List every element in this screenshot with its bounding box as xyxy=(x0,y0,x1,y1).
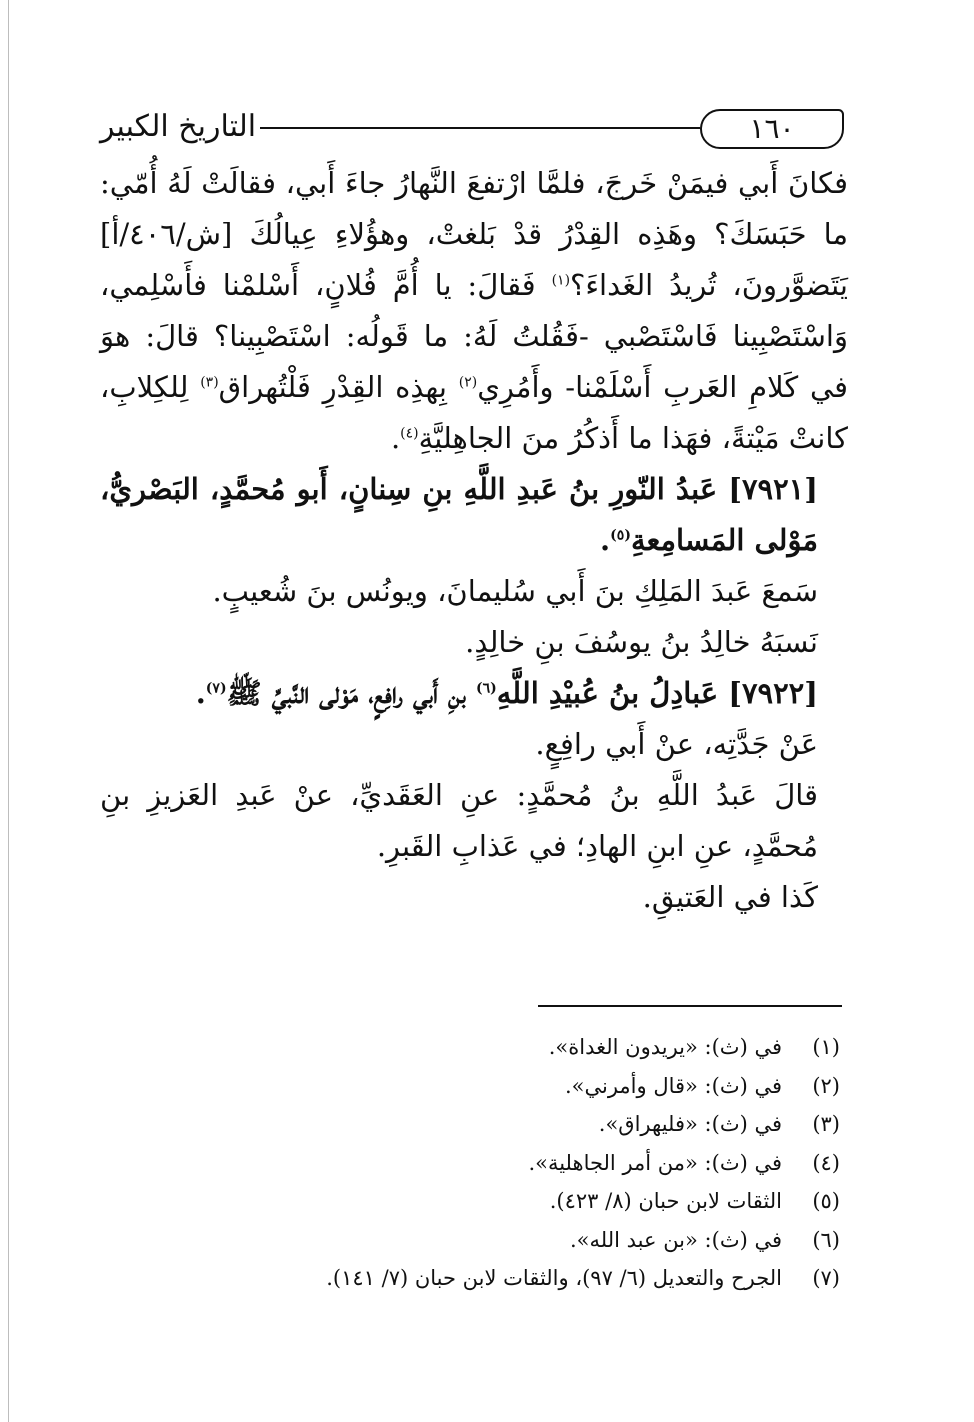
page-number: ١٦٠ xyxy=(700,109,844,149)
footnote-separator xyxy=(538,1005,842,1007)
entry-text: قالَ عَبدُ اللَّهِ بنُ مُحمَّدٍ: عنِ العَقَديِّ، عنْ عَبدِ العَزيزِ بنِ مُحمَّدٍ، عنِ ابنِ الهادِ؛ في عَذابِ القَبرِ. xyxy=(100,778,818,863)
entry-heading-7922: [٧٩٢٢] عَبادِلُ بنُ عُبيْدِ اللَّهِ$^{(٦)}$ بنِ أَبي رافِعٍ، مَوْلى النَّبيِّ ﷺ$^{(٧)}$. xyxy=(195,676,818,710)
entry-heading-7921: [٧٩٢١] عَبدُ النّورِ بنُ عَبدِ اللَّهِ بنِ سِنانٍ، أَبو مُحمَّدٍ، البَصْريُّ، مَوْلى المَسامِعةِ$^{(٥)}$. xyxy=(100,472,818,557)
footnote-text: في (ث): «فليهراق». xyxy=(598,1112,782,1136)
footnote-text: الثقات لابن حبان (٨/ ٤٢٣). xyxy=(549,1189,782,1213)
footnote-ref: (٧) xyxy=(205,680,227,697)
footnote xyxy=(100,1221,840,1260)
footnote-number: (١) xyxy=(812,1035,840,1059)
footnote-text: في (ث): «بن عبد الله». xyxy=(569,1227,782,1252)
text-line: وهَذِه القِدْرُ قدْ بَلغتْ، وهؤُلاءِ عِيالُكَ [ش/٤٠٦/أ] يَتَضوَّرونَ، تُريدُ الغَداءَ؟ xyxy=(100,217,849,302)
entry-text: عَنْ جَدَّتِه، عنْ أَبي رافِعٍ. xyxy=(535,727,818,761)
footnote-ref: (٦) xyxy=(475,680,497,697)
scan-edge-line xyxy=(8,0,9,1422)
footnote-ref: (٣) xyxy=(200,374,219,391)
entry-text: نَسبَهُ خالِدُ بنُ يوسُفَ بنِ خالِدٍ. xyxy=(465,625,818,659)
footnote xyxy=(100,1067,840,1106)
footnote xyxy=(100,1144,840,1183)
footnote-text: في (ث): «قال وأمرني». xyxy=(564,1073,782,1098)
footnote-text: في (ث): «يريدون الغداة». xyxy=(548,1035,782,1059)
footnote-ref: (١) xyxy=(551,272,571,289)
footnote xyxy=(100,1105,840,1144)
footnote-number: (٢) xyxy=(812,1073,840,1098)
entry-text: سَمعَ عَبدَ المَلِكِ بنَ أَبي سُليمانَ، ويونُس بنَ شُعيبٍ. xyxy=(212,574,818,608)
footnote-number: (٦) xyxy=(812,1227,840,1252)
main-text xyxy=(100,158,848,923)
footnote xyxy=(100,1182,840,1221)
text-line: بِهذِه القِدْرِ فَلْتُهراق xyxy=(218,370,459,404)
footnote-text: في (ث): «من أمر الجاهلية». xyxy=(528,1150,782,1175)
footnote-ref: (٤) xyxy=(400,425,419,442)
text-line: لِلكِلابِ، كانتْ مَيْتةً، فهَذا ما أَذكُرُ منَ الجاهِليَّةِ xyxy=(100,370,848,455)
footnote-number: (٥) xyxy=(812,1189,840,1213)
footnote-number: (٣) xyxy=(812,1112,840,1136)
footnote xyxy=(100,1028,840,1067)
book-title: التاريخ الكبير xyxy=(100,109,257,144)
footnote-number: (٧) xyxy=(812,1266,840,1290)
text-line: اسْتَصْبِينا؟ قالَ: هوَ في كَلامِ العَربِ أَسْلَمْنا- وأَمُرِي xyxy=(100,319,848,404)
running-header xyxy=(100,105,850,155)
entry-text: كَذا في العَتيقِ. xyxy=(642,880,818,914)
footnote-text: الجرح والتعديل (٦/ ٩٧)، والثقات لابن حبان (٧/ ١٤١). xyxy=(326,1266,782,1290)
header-rule xyxy=(260,127,700,129)
narrative-paragraph xyxy=(100,158,848,464)
footnote-number: (٤) xyxy=(812,1150,840,1175)
footnote-ref: (٢) xyxy=(458,374,478,391)
text-line: فكانَ أَبي فيمَنْ خَرجَ، فلمَّا ارْتفعَ النَّهارُ جاءَ أَبي، فقالَتْ لَهُ أُمّي: ما حَبَسَكَ؟ xyxy=(100,166,849,251)
footnote-ref: (٥) xyxy=(610,527,631,544)
footnotes-list xyxy=(100,1028,840,1298)
text-line: فَقالَ: يا أُمَّ فُلانٍ، أَسْلمْنا فأَسْلِمي، وَاسْتَصْبِينا فَاسْتَصْبي -فَقُلتُ لَهُ: ما قَولُه: xyxy=(100,268,848,353)
footnote xyxy=(100,1259,840,1298)
text-line: . xyxy=(390,421,401,455)
